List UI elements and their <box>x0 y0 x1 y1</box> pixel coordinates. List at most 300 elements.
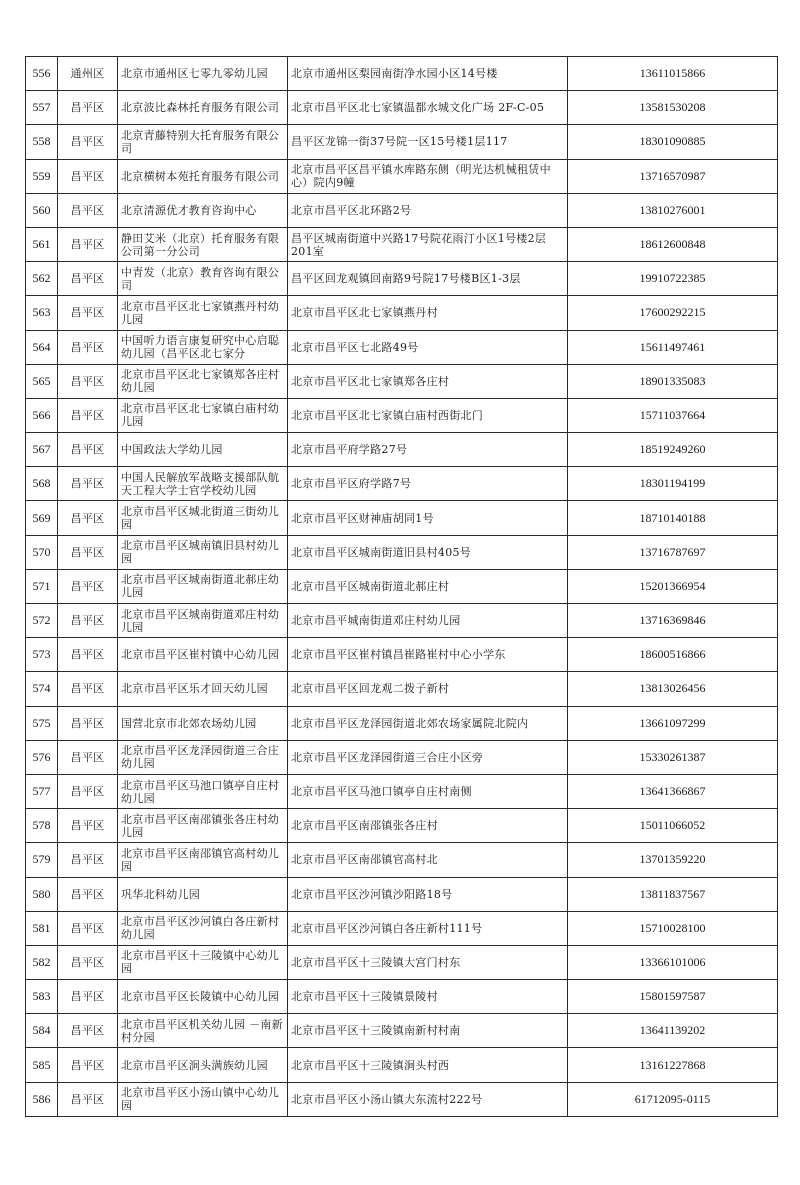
address-text: 北京市昌平区龙泽园街道三合庄小区旁 <box>291 750 484 764</box>
institution-name-cell <box>118 467 288 501</box>
table-row <box>26 193 778 227</box>
institution-name-cell <box>118 125 288 159</box>
district-cell <box>58 706 118 740</box>
row-number-text: 563 <box>32 306 51 320</box>
row-number-cell <box>26 330 58 364</box>
row-number-cell <box>26 1048 58 1082</box>
institution-name-text: 北京市通州区七零九零幼儿园 <box>121 67 268 81</box>
district-cell <box>58 227 118 261</box>
table-row <box>26 911 778 945</box>
institution-name-cell <box>118 535 288 569</box>
district-text: 昌平区 <box>70 921 105 935</box>
row-number-cell <box>26 706 58 740</box>
row-number-cell <box>26 774 58 808</box>
institution-name-text: 北京市昌平区长陵镇中心幼儿园 <box>121 990 280 1004</box>
institution-name-text: 北京青藤特别大托育服务有限公司 <box>121 128 280 155</box>
district-text: 昌平区 <box>70 306 105 320</box>
phone-text: 13701359220 <box>639 853 706 867</box>
table-body <box>26 57 778 1117</box>
institution-name-text: 北京市昌平区涧头满族幼儿园 <box>121 1058 268 1072</box>
address-cell <box>288 91 568 125</box>
district-cell <box>58 604 118 638</box>
phone-text: 61712095-0115 <box>634 1092 711 1106</box>
kindergarten-table <box>25 56 778 1117</box>
district-text: 昌平区 <box>70 785 105 799</box>
row-number-text: 561 <box>32 238 51 252</box>
address-cell <box>288 125 568 159</box>
phone-cell <box>568 809 778 843</box>
address-cell <box>288 467 568 501</box>
institution-name-cell <box>118 57 288 91</box>
phone-cell <box>568 672 778 706</box>
district-text: 昌平区 <box>70 101 105 115</box>
address-text: 昌平区城南街道中兴路17号院花雨汀小区1号楼2层201室 <box>291 231 547 258</box>
row-number-text: 577 <box>32 785 51 799</box>
address-cell <box>288 1014 568 1048</box>
district-text: 昌平区 <box>70 340 105 354</box>
district-text: 昌平区 <box>70 682 105 696</box>
table-row <box>26 843 778 877</box>
district-cell <box>58 877 118 911</box>
district-cell <box>58 638 118 672</box>
institution-name-cell <box>118 843 288 877</box>
row-number-text: 576 <box>32 750 51 764</box>
row-number-cell <box>26 911 58 945</box>
row-number-cell <box>26 364 58 398</box>
phone-text: 18710140188 <box>639 511 706 525</box>
address-cell <box>288 980 568 1014</box>
table-row <box>26 125 778 159</box>
institution-name-text: 北京市昌平区南邵镇官高村幼儿园 <box>121 846 280 873</box>
phone-text: 18600516866 <box>639 648 706 662</box>
district-text: 昌平区 <box>70 203 105 217</box>
institution-name-text: 中国人民解放军战略支援部队航天工程大学士官学校幼儿园 <box>121 470 280 497</box>
district-text: 昌平区 <box>70 1058 105 1072</box>
address-text: 北京市昌平区城南街道北郝庄村 <box>291 579 450 593</box>
institution-name-text: 北京市昌平区城南镇旧县村幼儿园 <box>121 539 280 566</box>
district-cell <box>58 125 118 159</box>
row-number-cell <box>26 980 58 1014</box>
address-text: 北京市昌平区十三陵镇大宫门村东 <box>291 955 461 969</box>
phone-text: 18301194199 <box>639 477 706 491</box>
institution-name-text: 北京市昌平区南邵镇张各庄村幼儿园 <box>121 812 280 839</box>
phone-cell <box>568 1082 778 1116</box>
phone-text: 13716787697 <box>639 545 706 559</box>
institution-name-text: 国营北京市北郊农场幼儿园 <box>121 716 257 730</box>
district-text: 通州区 <box>70 67 105 81</box>
institution-name-text: 巩华北科幼儿园 <box>121 887 201 901</box>
address-text: 北京市通州区梨园南街净水园小区14号楼 <box>291 67 498 81</box>
district-text: 昌平区 <box>70 477 105 491</box>
phone-text: 13661097299 <box>639 716 706 730</box>
table-row <box>26 1048 778 1082</box>
phone-text: 15611497461 <box>639 340 706 354</box>
phone-text: 13810276001 <box>639 203 706 217</box>
address-cell <box>288 1048 568 1082</box>
address-text: 北京市昌平区回龙观二拨子新村 <box>291 682 450 696</box>
phone-cell <box>568 638 778 672</box>
table-row <box>26 535 778 569</box>
address-cell <box>288 809 568 843</box>
phone-cell <box>568 467 778 501</box>
phone-cell <box>568 604 778 638</box>
institution-name-text: 中青发（北京）教育咨询有限公司 <box>121 265 280 292</box>
row-number-cell <box>26 1082 58 1116</box>
institution-name-cell <box>118 193 288 227</box>
address-text: 北京市昌平区北七家镇燕丹村 <box>291 306 438 320</box>
row-number-cell <box>26 296 58 330</box>
row-number-text: 562 <box>32 272 51 286</box>
district-cell <box>58 535 118 569</box>
phone-cell <box>568 193 778 227</box>
row-number-cell <box>26 159 58 193</box>
institution-name-text: 北京市昌平区马池口镇亭自庄村幼儿园 <box>121 778 280 805</box>
row-number-cell <box>26 398 58 432</box>
phone-cell <box>568 296 778 330</box>
row-number-cell <box>26 535 58 569</box>
row-number-text: 586 <box>32 1092 51 1106</box>
district-cell <box>58 330 118 364</box>
address-cell <box>288 433 568 467</box>
address-text: 北京市昌平区十三陵镇涧头村西 <box>291 1058 450 1072</box>
table-row <box>26 1082 778 1116</box>
institution-name-text: 北京市昌平区机关幼儿园 －南新村分园 <box>121 1017 283 1044</box>
district-text: 昌平区 <box>70 614 105 628</box>
table-row <box>26 774 778 808</box>
district-cell <box>58 980 118 1014</box>
table-row <box>26 364 778 398</box>
district-cell <box>58 364 118 398</box>
address-text: 北京市昌平区十三陵镇南新村村南 <box>291 1024 461 1038</box>
address-text: 北京市昌平区城南街道旧县村405号 <box>291 545 472 559</box>
phone-text: 18901335083 <box>639 374 706 388</box>
phone-cell <box>568 501 778 535</box>
phone-cell <box>568 364 778 398</box>
row-number-text: 567 <box>32 443 51 457</box>
address-cell <box>288 330 568 364</box>
district-cell <box>58 398 118 432</box>
institution-name-cell <box>118 569 288 603</box>
district-cell <box>58 774 118 808</box>
district-cell <box>58 91 118 125</box>
address-cell <box>288 911 568 945</box>
institution-name-text: 北京市昌平区城南街道北郝庄幼儿园 <box>121 573 280 600</box>
institution-name-cell <box>118 638 288 672</box>
institution-name-text: 北京市昌平区城南街道邓庄村幼儿园 <box>121 607 280 634</box>
institution-name-text: 北京市昌平区北七家镇燕丹村幼儿园 <box>121 299 280 326</box>
phone-text: 19910722385 <box>639 272 706 286</box>
address-text: 北京市昌平区昌平镇水库路东侧（明光达机械租赁中心）院内9幢 <box>291 163 551 190</box>
district-cell <box>58 433 118 467</box>
table-row <box>26 809 778 843</box>
district-text: 昌平区 <box>70 1092 105 1106</box>
row-number-text: 575 <box>32 716 51 730</box>
row-number-text: 556 <box>32 67 51 81</box>
address-cell <box>288 672 568 706</box>
address-text: 北京市昌平区沙河镇沙阳路18号 <box>291 887 453 901</box>
address-cell <box>288 569 568 603</box>
district-cell <box>58 1048 118 1082</box>
row-number-cell <box>26 57 58 91</box>
table-row <box>26 706 778 740</box>
institution-name-text: 北京市昌平区乐才回天幼儿园 <box>121 682 268 696</box>
phone-cell <box>568 535 778 569</box>
table-row <box>26 57 778 91</box>
phone-text: 13813026456 <box>639 682 706 696</box>
phone-cell <box>568 740 778 774</box>
phone-text: 13811837567 <box>639 887 706 901</box>
institution-name-text: 北京市昌平区城北街道三街幼儿园 <box>121 505 280 532</box>
district-text: 昌平区 <box>70 648 105 662</box>
phone-cell <box>568 330 778 364</box>
row-number-text: 564 <box>32 340 51 354</box>
institution-name-cell <box>118 330 288 364</box>
phone-cell <box>568 91 778 125</box>
address-cell <box>288 57 568 91</box>
table-row <box>26 740 778 774</box>
row-number-text: 585 <box>32 1058 51 1072</box>
address-text: 北京市昌平区马池口镇亭自庄村南侧 <box>291 785 472 799</box>
table-row <box>26 433 778 467</box>
district-cell <box>58 911 118 945</box>
table-row <box>26 501 778 535</box>
district-cell <box>58 159 118 193</box>
row-number-cell <box>26 638 58 672</box>
address-text: 北京市昌平区沙河镇白各庄新村111号 <box>291 921 483 935</box>
table-row <box>26 398 778 432</box>
phone-cell <box>568 911 778 945</box>
table-row <box>26 638 778 672</box>
district-text: 昌平区 <box>70 716 105 730</box>
phone-cell <box>568 159 778 193</box>
row-number-text: 573 <box>32 648 51 662</box>
district-text: 昌平区 <box>70 408 105 422</box>
institution-name-cell <box>118 980 288 1014</box>
phone-text: 13366101006 <box>639 955 706 969</box>
institution-name-text: 中国政法大学幼儿园 <box>121 443 223 457</box>
district-text: 昌平区 <box>70 169 105 183</box>
institution-name-text: 北京市昌平区小汤山镇中心幼儿园 <box>121 1086 280 1113</box>
row-number-cell <box>26 1014 58 1048</box>
table-row <box>26 877 778 911</box>
district-cell <box>58 193 118 227</box>
phone-cell <box>568 877 778 911</box>
address-cell <box>288 877 568 911</box>
institution-name-cell <box>118 672 288 706</box>
row-number-cell <box>26 193 58 227</box>
institution-name-text: 北京市昌平区北七家镇郑各庄村幼儿园 <box>121 368 280 395</box>
address-cell <box>288 604 568 638</box>
institution-name-text: 中国听力语言康复研究中心启聪幼儿园（昌平区北七家分 <box>121 334 280 361</box>
district-text: 昌平区 <box>70 374 105 388</box>
address-text: 北京市昌平区北七家镇郑各庄村 <box>291 374 450 388</box>
row-number-cell <box>26 604 58 638</box>
district-cell <box>58 1082 118 1116</box>
phone-cell <box>568 125 778 159</box>
district-text: 昌平区 <box>70 819 105 833</box>
institution-name-cell <box>118 945 288 979</box>
phone-text: 15201366954 <box>639 579 706 593</box>
address-text: 北京市昌平区南邵镇张各庄村 <box>291 819 438 833</box>
district-cell <box>58 569 118 603</box>
address-text: 北京市昌平城南街道邓庄村幼儿园 <box>291 614 461 628</box>
institution-name-cell <box>118 159 288 193</box>
row-number-text: 574 <box>32 682 51 696</box>
phone-cell <box>568 706 778 740</box>
institution-name-text: 北京市昌平区十三陵镇中心幼儿园 <box>121 949 280 976</box>
institution-name-text: 北京波比森林托育服务有限公司 <box>121 101 280 115</box>
address-text: 北京市昌平区北环路2号 <box>291 203 412 217</box>
phone-text: 15011066052 <box>639 819 706 833</box>
row-number-text: 566 <box>32 408 51 422</box>
district-cell <box>58 672 118 706</box>
table-row <box>26 330 778 364</box>
institution-name-cell <box>118 91 288 125</box>
district-cell <box>58 467 118 501</box>
institution-name-cell <box>118 877 288 911</box>
row-number-text: 569 <box>32 511 51 525</box>
row-number-text: 572 <box>32 614 51 628</box>
address-text: 北京市昌平区府学路7号 <box>291 477 412 491</box>
row-number-cell <box>26 740 58 774</box>
institution-name-cell <box>118 774 288 808</box>
phone-cell <box>568 980 778 1014</box>
table-row <box>26 262 778 296</box>
phone-cell <box>568 227 778 261</box>
document-page <box>25 56 777 1117</box>
phone-text: 15330261387 <box>639 750 706 764</box>
row-number-text: 583 <box>32 990 51 1004</box>
institution-name-text: 静田艾米（北京）托育服务有限公司第一分公司 <box>121 231 280 258</box>
district-cell <box>58 809 118 843</box>
phone-text: 13641139202 <box>639 1024 706 1038</box>
row-number-cell <box>26 501 58 535</box>
row-number-cell <box>26 433 58 467</box>
phone-cell <box>568 1014 778 1048</box>
phone-cell <box>568 843 778 877</box>
district-cell <box>58 1014 118 1048</box>
row-number-cell <box>26 569 58 603</box>
phone-text: 13161227868 <box>639 1058 706 1072</box>
row-number-text: 565 <box>32 374 51 388</box>
phone-text: 15801597587 <box>639 990 706 1004</box>
row-number-text: 580 <box>32 887 51 901</box>
row-number-cell <box>26 227 58 261</box>
institution-name-text: 北京市昌平区龙泽园街道三合庄幼儿园 <box>121 744 280 771</box>
address-text: 北京市昌平区七北路49号 <box>291 340 419 354</box>
address-cell <box>288 501 568 535</box>
district-cell <box>58 843 118 877</box>
address-cell <box>288 1082 568 1116</box>
institution-name-cell <box>118 398 288 432</box>
phone-text: 13716570987 <box>639 169 706 183</box>
row-number-text: 559 <box>32 169 51 183</box>
address-cell <box>288 193 568 227</box>
institution-name-cell <box>118 364 288 398</box>
institution-name-cell <box>118 740 288 774</box>
district-text: 昌平区 <box>70 990 105 1004</box>
institution-name-cell <box>118 604 288 638</box>
phone-cell <box>568 945 778 979</box>
institution-name-cell <box>118 227 288 261</box>
district-cell <box>58 740 118 774</box>
row-number-text: 560 <box>32 203 51 217</box>
institution-name-text: 北京清源优才教育咨询中心 <box>121 203 257 217</box>
district-text: 昌平区 <box>70 272 105 286</box>
institution-name-cell <box>118 1048 288 1082</box>
address-cell <box>288 227 568 261</box>
row-number-text: 558 <box>32 135 51 149</box>
phone-cell <box>568 774 778 808</box>
address-cell <box>288 262 568 296</box>
phone-cell <box>568 57 778 91</box>
row-number-cell <box>26 125 58 159</box>
table-row <box>26 980 778 1014</box>
district-cell <box>58 262 118 296</box>
address-cell <box>288 535 568 569</box>
phone-cell <box>568 398 778 432</box>
row-number-cell <box>26 843 58 877</box>
row-number-text: 578 <box>32 819 51 833</box>
district-cell <box>58 296 118 330</box>
row-number-cell <box>26 672 58 706</box>
row-number-text: 570 <box>32 545 51 559</box>
row-number-cell <box>26 877 58 911</box>
address-cell <box>288 398 568 432</box>
address-text: 北京市昌平区十三陵镇景陵村 <box>291 990 438 1004</box>
phone-text: 15711037664 <box>639 408 706 422</box>
address-text: 昌平区龙锦一街37号院一区15号楼1层117 <box>291 135 508 149</box>
row-number-cell <box>26 91 58 125</box>
row-number-cell <box>26 262 58 296</box>
address-text: 北京市昌平府学路27号 <box>291 443 408 457</box>
address-cell <box>288 945 568 979</box>
institution-name-cell <box>118 706 288 740</box>
table-row <box>26 604 778 638</box>
row-number-text: 581 <box>32 921 51 935</box>
address-cell <box>288 740 568 774</box>
phone-cell <box>568 433 778 467</box>
phone-text: 18519249260 <box>639 443 706 457</box>
institution-name-text: 北京市昌平区崔村镇中心幼儿园 <box>121 648 280 662</box>
institution-name-cell <box>118 1014 288 1048</box>
institution-name-cell <box>118 809 288 843</box>
address-cell <box>288 638 568 672</box>
address-cell <box>288 843 568 877</box>
row-number-text: 557 <box>32 101 51 115</box>
institution-name-cell <box>118 911 288 945</box>
row-number-text: 571 <box>32 579 51 593</box>
table-row <box>26 672 778 706</box>
phone-text: 18301090885 <box>639 135 706 149</box>
address-cell <box>288 364 568 398</box>
institution-name-cell <box>118 296 288 330</box>
address-cell <box>288 296 568 330</box>
district-text: 昌平区 <box>70 1024 105 1038</box>
district-text: 昌平区 <box>70 853 105 867</box>
district-text: 昌平区 <box>70 443 105 457</box>
address-text: 北京市昌平区崔村镇昌崔路崔村中心小学东 <box>291 648 506 662</box>
district-text: 昌平区 <box>70 887 105 901</box>
institution-name-text: 北京市昌平区北七家镇白庙村幼儿园 <box>121 402 280 429</box>
district-cell <box>58 945 118 979</box>
phone-text: 13641366867 <box>639 785 706 799</box>
phone-text: 13716369846 <box>639 614 706 628</box>
table-row <box>26 296 778 330</box>
address-text: 昌平区回龙观镇回南路9号院17号楼B区1-3层 <box>291 272 521 286</box>
phone-cell <box>568 262 778 296</box>
table-row <box>26 569 778 603</box>
